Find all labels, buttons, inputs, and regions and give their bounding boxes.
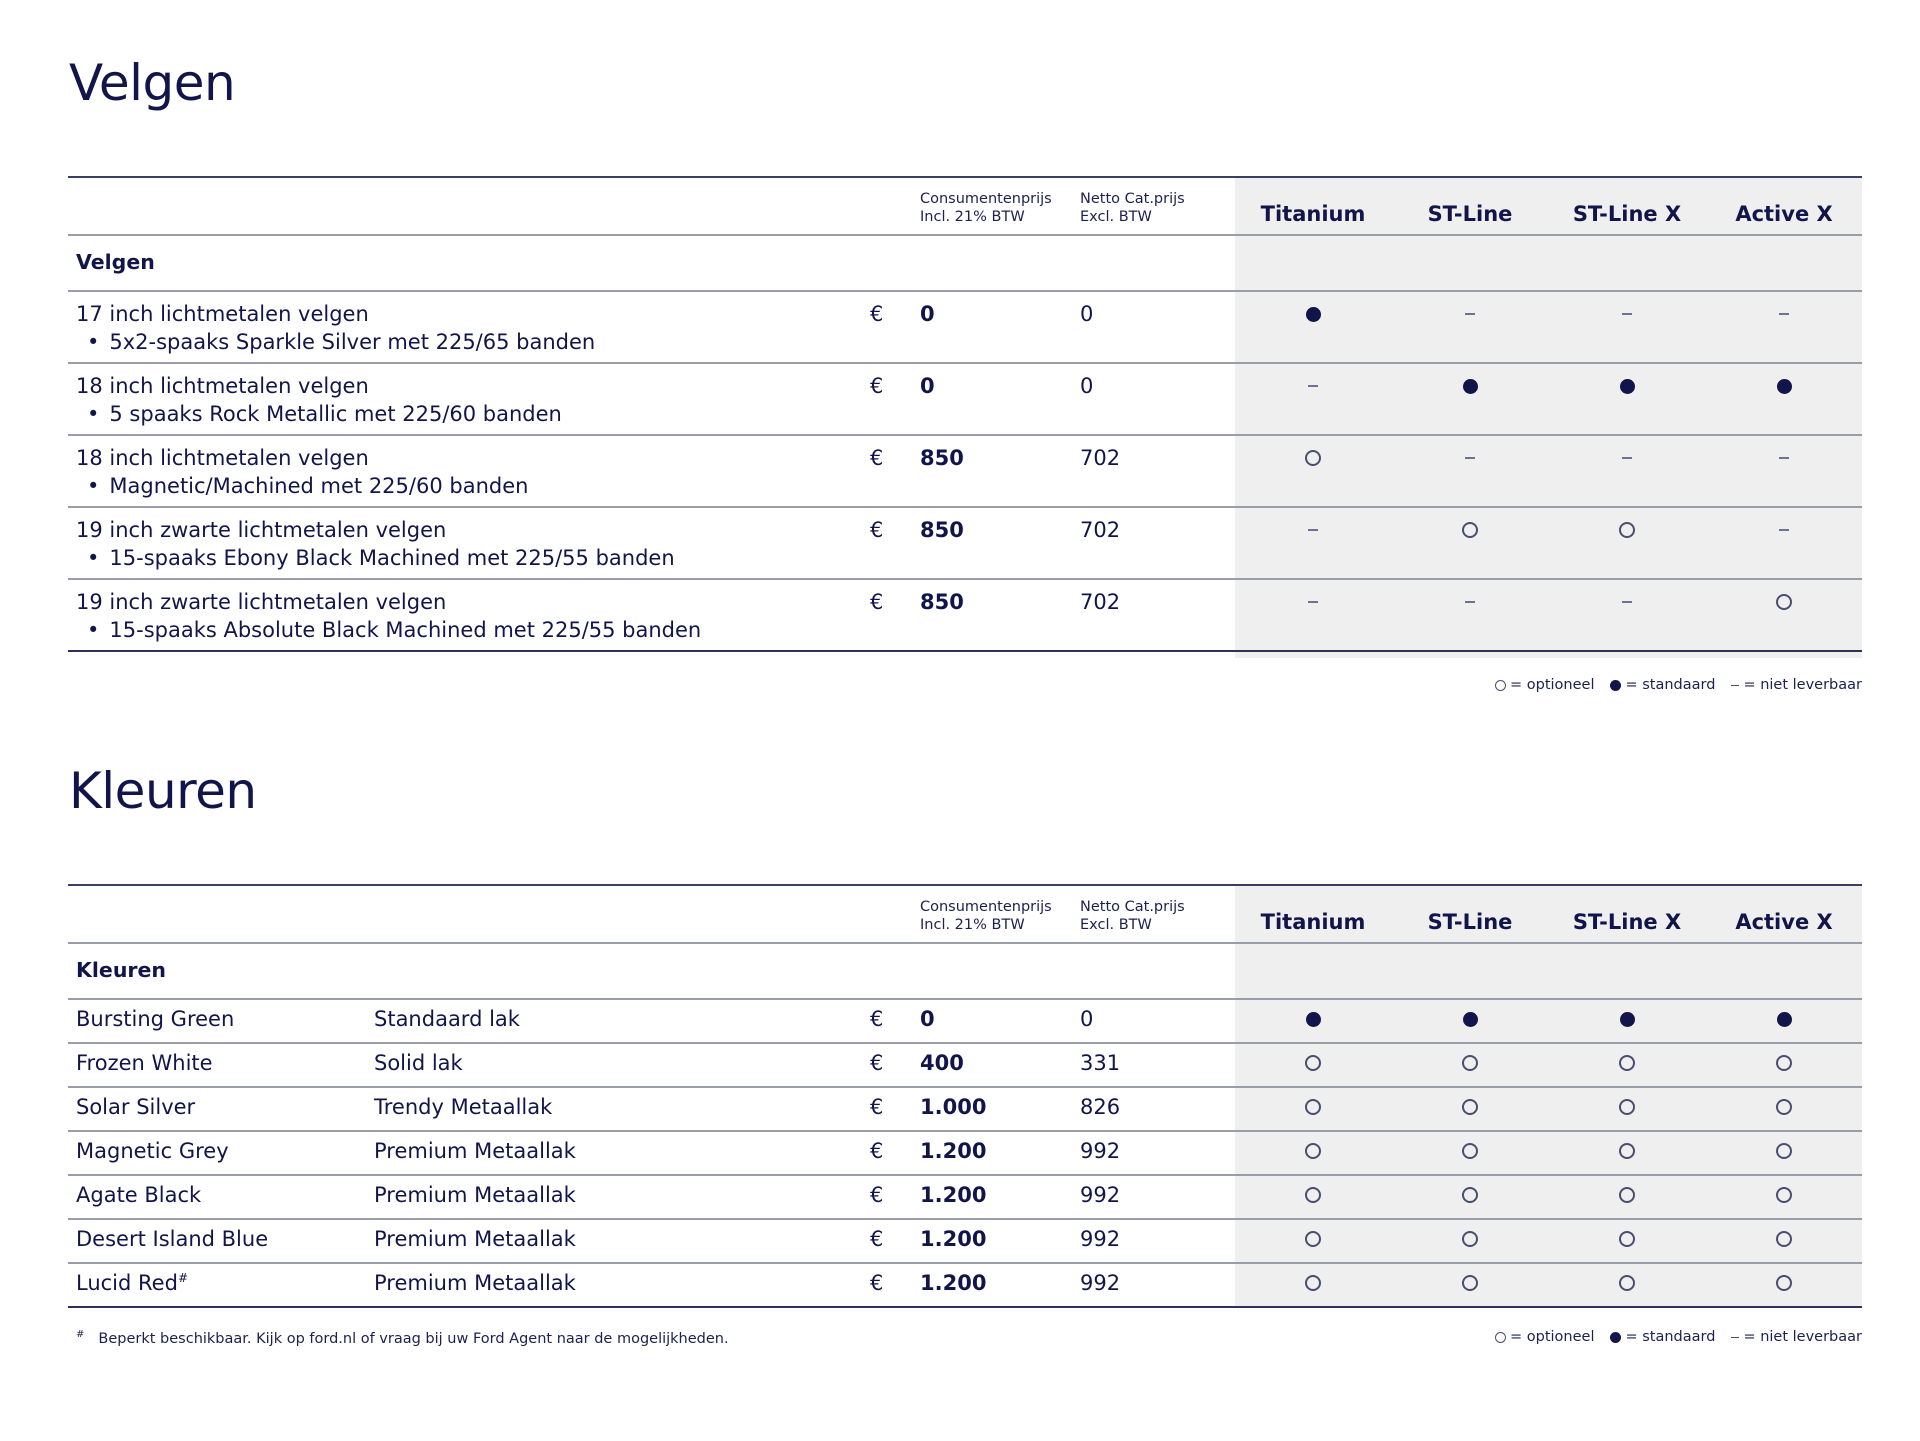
euro-sign: € (870, 374, 884, 398)
open-circle-icon (1305, 1099, 1321, 1115)
rim-name: 19 inch zwarte lichtmetalen velgen (76, 518, 447, 542)
color-name-text: Lucid Red (76, 1271, 178, 1295)
section-title: Velgen (69, 54, 236, 112)
legend-not-available-label: = niet leverbaar (1743, 1329, 1862, 1345)
group-label: Velgen (76, 250, 155, 274)
availability-mark (1549, 376, 1705, 396)
table-row (68, 1262, 1862, 1308)
footnote-marker: # (76, 1329, 85, 1340)
availability-mark (1549, 448, 1705, 468)
euro-sign: € (870, 1095, 884, 1119)
legend-optional (1495, 1329, 1594, 1345)
availability-mark (1235, 520, 1391, 540)
open-circle-icon (1776, 1143, 1792, 1159)
trim-header-st-line: ST-Line (1427, 202, 1513, 226)
paint-type: Trendy Metaallak (374, 1095, 553, 1119)
net-price-header-line2: Excl. BTW (1080, 209, 1152, 225)
net-price-header-line1: Netto Cat.prijs (1080, 899, 1185, 915)
filled-circle-icon (1620, 379, 1635, 394)
open-circle-icon (1619, 1055, 1635, 1071)
rim-detail: • 5x2-spaaks Sparkle Silver met 225/65 banden (87, 330, 595, 354)
rim-detail: • 5 spaaks Rock Metallic met 225/60 banden (87, 402, 562, 426)
footnote-text: Beperkt beschikbaar. Kijk op ford.nl of vraag bij uw Ford Agent naar de mogelijkheden. (98, 1330, 729, 1347)
group-label: Kleuren (76, 958, 167, 982)
rim-name: 18 inch lichtmetalen velgen (76, 446, 369, 470)
availability-mark (1706, 1229, 1862, 1249)
legend-standard-label: = standaard (1625, 1329, 1716, 1345)
availability-mark (1392, 1053, 1548, 1073)
open-circle-icon (1305, 450, 1321, 466)
euro-sign: € (870, 302, 884, 326)
color-name: Magnetic Grey (76, 1139, 229, 1163)
footnote-marker: # (177, 1271, 188, 1285)
dash-icon (1622, 457, 1632, 459)
availability-mark (1706, 1053, 1862, 1073)
consumer-price: 0 (920, 374, 935, 398)
table-row (68, 1086, 1862, 1132)
trim-header-titanium: Titanium (1260, 910, 1366, 934)
paint-type: Premium Metaallak (374, 1139, 576, 1163)
filled-circle-icon (1463, 379, 1478, 394)
consumer-price-header-line2: Incl. 21% BTW (920, 209, 1025, 225)
euro-sign: € (870, 1183, 884, 1207)
legend-optional-label: = optioneel (1510, 677, 1595, 693)
availability-mark (1392, 1009, 1548, 1029)
net-price: 826 (1080, 1095, 1121, 1119)
consumer-price-header (920, 190, 1052, 226)
open-circle-icon (1462, 1275, 1478, 1291)
rim-detail: • 15-spaaks Absolute Black Machined met 225/55 banden (87, 618, 701, 642)
availability-mark (1235, 1273, 1391, 1293)
net-price-header-line1: Netto Cat.prijs (1080, 191, 1185, 207)
open-circle-icon (1619, 1099, 1635, 1115)
table-row (68, 362, 1862, 436)
table-row (68, 1174, 1862, 1220)
availability-mark (1392, 1273, 1548, 1293)
open-circle-icon (1462, 1055, 1478, 1071)
filled-circle-icon (1463, 1012, 1478, 1027)
velgen-table (68, 176, 1862, 658)
consumer-price-header-line1: Consumentenprijs (920, 191, 1052, 207)
open-circle-icon (1462, 522, 1478, 538)
availability-mark (1392, 376, 1548, 396)
availability-mark (1235, 1185, 1391, 1205)
table-row (68, 290, 1862, 364)
table-top-rule (68, 884, 1862, 886)
open-circle-icon (1776, 1231, 1792, 1247)
availability-mark (1549, 1053, 1705, 1073)
dash-icon (1779, 457, 1789, 459)
paint-type: Standaard lak (374, 1007, 520, 1031)
availability-mark (1549, 592, 1705, 612)
dash-icon (1779, 529, 1789, 531)
net-price: 0 (1080, 1007, 1094, 1031)
net-price: 992 (1080, 1183, 1121, 1207)
net-price: 0 (1080, 302, 1094, 326)
availability-mark (1235, 1097, 1391, 1117)
availability-mark (1392, 520, 1548, 540)
availability-mark (1235, 1053, 1391, 1073)
net-price: 702 (1080, 518, 1121, 542)
availability-mark (1392, 304, 1548, 324)
net-price: 0 (1080, 374, 1094, 398)
open-circle-icon (1776, 1187, 1792, 1203)
availability-mark (1392, 1229, 1548, 1249)
open-circle-icon (1619, 1231, 1635, 1247)
legend-standard (1610, 677, 1715, 693)
legend-standard-label: = standaard (1625, 677, 1716, 693)
trim-header-active-x: Active X (1735, 910, 1833, 934)
rim-name: 18 inch lichtmetalen velgen (76, 374, 369, 398)
dash-icon (1622, 313, 1632, 315)
dash-icon (1465, 457, 1475, 459)
availability-mark (1549, 304, 1705, 324)
availability-mark (1235, 1229, 1391, 1249)
dash-icon (1465, 601, 1475, 603)
table-row (68, 998, 1862, 1044)
color-name: Solar Silver (76, 1095, 196, 1119)
availability-mark (1706, 1273, 1862, 1293)
consumer-price: 1.000 (920, 1095, 987, 1119)
legend (1495, 1329, 1862, 1345)
net-price: 992 (1080, 1139, 1121, 1163)
consumer-price: 0 (920, 302, 935, 326)
filled-circle-icon (1610, 1332, 1621, 1343)
filled-circle-icon (1610, 680, 1621, 691)
availability-mark (1706, 1185, 1862, 1205)
filled-circle-icon (1777, 1012, 1792, 1027)
open-circle-icon (1305, 1187, 1321, 1203)
consumer-price-header-line2: Incl. 21% BTW (920, 917, 1025, 933)
paint-type: Premium Metaallak (374, 1183, 576, 1207)
trim-header-st-line-x: ST-Line X (1572, 202, 1682, 226)
net-price-header (1080, 190, 1185, 226)
dash-icon (1731, 1337, 1739, 1338)
section-title: Kleuren (69, 762, 257, 820)
kleuren-table (68, 884, 1862, 1308)
trim-header-titanium: Titanium (1260, 202, 1366, 226)
rim-detail: • 15-spaaks Ebony Black Machined met 225/55 banden (87, 546, 675, 570)
consumer-price-header (920, 898, 1052, 934)
availability-mark (1706, 592, 1862, 612)
availability-mark (1392, 592, 1548, 612)
color-name: Agate Black (76, 1183, 202, 1207)
open-circle-icon (1462, 1231, 1478, 1247)
dash-icon (1465, 313, 1475, 315)
euro-sign: € (870, 1007, 884, 1031)
paint-type: Premium Metaallak (374, 1271, 576, 1295)
group-label-row (68, 234, 1862, 292)
consumer-price: 850 (920, 590, 964, 614)
consumer-price: 1.200 (920, 1139, 987, 1163)
net-price: 992 (1080, 1227, 1121, 1251)
table-row (68, 1130, 1862, 1176)
consumer-price: 0 (920, 1007, 935, 1031)
trim-header-st-line-x: ST-Line X (1572, 910, 1682, 934)
group-label-row (68, 942, 1862, 1000)
availability-mark (1392, 1097, 1548, 1117)
net-price: 331 (1080, 1051, 1121, 1075)
availability-mark (1706, 520, 1862, 540)
net-price-header-line2: Excl. BTW (1080, 917, 1152, 933)
availability-mark (1706, 1009, 1862, 1029)
open-circle-icon (1776, 594, 1792, 610)
availability-mark (1706, 1141, 1862, 1161)
availability-mark (1235, 1009, 1391, 1029)
euro-sign: € (870, 1139, 884, 1163)
trim-header-active-x: Active X (1735, 202, 1833, 226)
legend-standard (1610, 1329, 1715, 1345)
open-circle-icon (1776, 1099, 1792, 1115)
table-top-rule (68, 176, 1862, 178)
consumer-price: 1.200 (920, 1183, 987, 1207)
legend-not-available (1731, 1329, 1862, 1345)
table-row (68, 434, 1862, 508)
rim-name: 17 inch lichtmetalen velgen (76, 302, 369, 326)
legend-not-available (1731, 677, 1862, 693)
euro-sign: € (870, 518, 884, 542)
open-circle-icon (1619, 1143, 1635, 1159)
availability-mark (1549, 1273, 1705, 1293)
consumer-price: 1.200 (920, 1271, 987, 1295)
euro-sign: € (870, 1227, 884, 1251)
availability-mark (1235, 592, 1391, 612)
availability-mark (1235, 448, 1391, 468)
availability-mark (1549, 520, 1705, 540)
legend-optional (1495, 677, 1594, 693)
availability-mark (1392, 448, 1548, 468)
euro-sign: € (870, 446, 884, 470)
consumer-price: 400 (920, 1051, 964, 1075)
color-name: Bursting Green (76, 1007, 235, 1031)
availability-mark (1706, 448, 1862, 468)
availability-mark (1392, 1141, 1548, 1161)
net-price: 702 (1080, 590, 1121, 614)
open-circle-icon (1776, 1275, 1792, 1291)
availability-mark (1392, 1185, 1548, 1205)
consumer-price-header-line1: Consumentenprijs (920, 899, 1052, 915)
footnote (76, 1329, 729, 1347)
rim-name: 19 inch zwarte lichtmetalen velgen (76, 590, 447, 614)
open-circle-icon (1305, 1143, 1321, 1159)
open-circle-icon (1619, 1275, 1635, 1291)
net-price: 702 (1080, 446, 1121, 470)
availability-mark (1549, 1009, 1705, 1029)
open-circle-icon (1305, 1231, 1321, 1247)
open-circle-icon (1305, 1055, 1321, 1071)
filled-circle-icon (1306, 1012, 1321, 1027)
filled-circle-icon (1620, 1012, 1635, 1027)
euro-sign: € (870, 1271, 884, 1295)
table-header-row (68, 884, 1862, 944)
paint-type: Solid lak (374, 1051, 463, 1075)
open-circle-icon (1619, 1187, 1635, 1203)
availability-mark (1235, 376, 1391, 396)
dash-icon (1308, 385, 1318, 387)
table-row (68, 578, 1862, 652)
availability-mark (1549, 1185, 1705, 1205)
consumer-price: 1.200 (920, 1227, 987, 1251)
open-circle-icon (1776, 1055, 1792, 1071)
table-row (68, 1042, 1862, 1088)
color-name: Frozen White (76, 1051, 213, 1075)
legend (1495, 677, 1862, 693)
paint-type: Premium Metaallak (374, 1227, 576, 1251)
consumer-price: 850 (920, 446, 964, 470)
euro-sign: € (870, 590, 884, 614)
availability-mark (1235, 304, 1391, 324)
open-circle-icon (1462, 1099, 1478, 1115)
color-name (76, 1271, 188, 1295)
open-circle-icon (1462, 1187, 1478, 1203)
open-circle-icon (1462, 1143, 1478, 1159)
open-circle-icon (1619, 522, 1635, 538)
availability-mark (1549, 1229, 1705, 1249)
availability-mark (1706, 376, 1862, 396)
table-row (68, 1218, 1862, 1264)
availability-mark (1235, 1141, 1391, 1161)
filled-circle-icon (1306, 307, 1321, 322)
rim-detail: • Magnetic/Machined met 225/60 banden (87, 474, 528, 498)
filled-circle-icon (1777, 379, 1792, 394)
dash-icon (1308, 601, 1318, 603)
dash-icon (1731, 685, 1739, 686)
availability-mark (1706, 304, 1862, 324)
legend-optional-label: = optioneel (1510, 1329, 1595, 1345)
availability-mark (1549, 1141, 1705, 1161)
dash-icon (1622, 601, 1632, 603)
open-circle-icon (1495, 1332, 1506, 1343)
table-header-row (68, 176, 1862, 236)
availability-mark (1706, 1097, 1862, 1117)
consumer-price: 850 (920, 518, 964, 542)
open-circle-icon (1305, 1275, 1321, 1291)
dash-icon (1779, 313, 1789, 315)
color-name: Desert Island Blue (76, 1227, 269, 1251)
net-price-header (1080, 898, 1185, 934)
euro-sign: € (870, 1051, 884, 1075)
legend-not-available-label: = niet leverbaar (1743, 677, 1862, 693)
trim-header-st-line: ST-Line (1427, 910, 1513, 934)
open-circle-icon (1495, 680, 1506, 691)
table-row (68, 506, 1862, 580)
availability-mark (1549, 1097, 1705, 1117)
dash-icon (1308, 529, 1318, 531)
net-price: 992 (1080, 1271, 1121, 1295)
